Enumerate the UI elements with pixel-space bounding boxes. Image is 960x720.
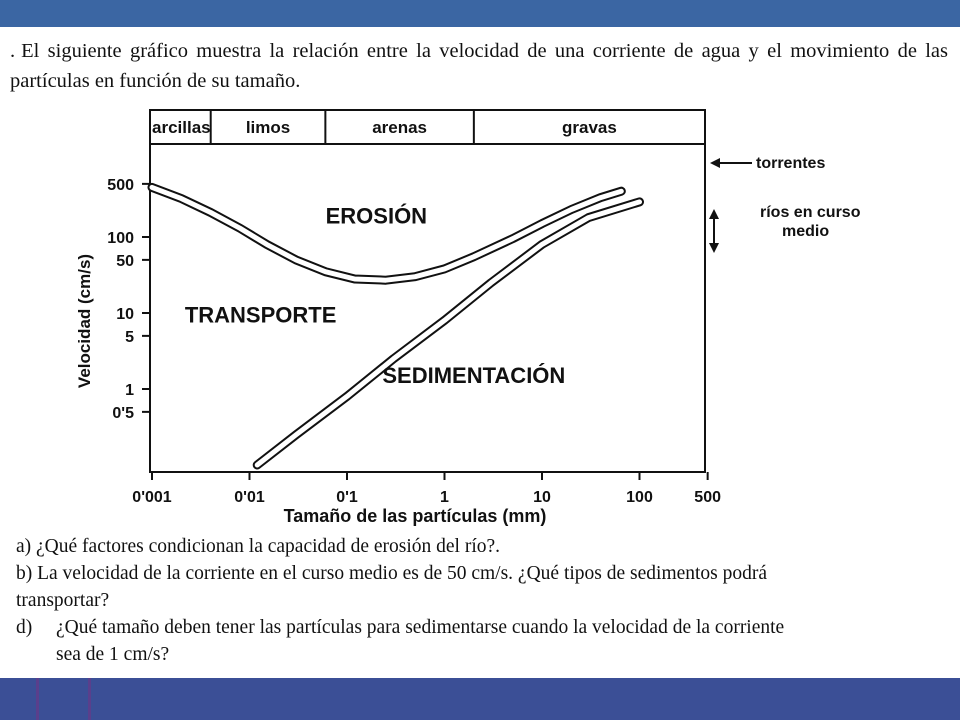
question-b-continuation: transportar? [16, 590, 110, 611]
y-tick-label: 10 [116, 306, 134, 323]
size-class-label: arenas [372, 118, 428, 137]
x-tick-label: 100 [626, 489, 653, 506]
x-tick-label: 0'001 [132, 489, 172, 506]
size-class-label: gravas [562, 118, 617, 137]
intro-text: El siguiente gráfico muestra la relación entre la velocidad de una corriente de agua y el movimiento de las partículas en función de su tamaño. [10, 40, 948, 92]
y-tick-label: 1 [125, 382, 134, 399]
bottom-stripe [36, 678, 39, 720]
y-axis-title: Velocidad (cm/s) [75, 253, 94, 389]
y-tick-label: 5 [125, 328, 134, 346]
slide-content [0, 27, 960, 678]
bottom-decorative-bar [0, 678, 960, 720]
rios-range-arrow-down [709, 243, 719, 253]
sedimentation-curve-outline [257, 202, 639, 465]
x-tick-label: 0'1 [336, 489, 358, 506]
x-axis-title: Tamaño de las partículas (mm) [283, 506, 547, 526]
x-tick-label: 10 [533, 489, 551, 506]
size-class-label: arcillas [152, 118, 211, 137]
y-tick-label: 100 [107, 230, 134, 247]
region-label: TRANSPORTE [184, 302, 337, 328]
rios-label-line2: medio [782, 223, 830, 240]
y-tick-label: 50 [116, 252, 134, 270]
question-d-continuation: sea de 1 cm/s? [56, 644, 170, 665]
torrentes-label: torrentes [756, 155, 826, 172]
x-tick-label: 0'01 [234, 489, 265, 506]
question-d-label: d) [16, 617, 33, 638]
question-d-text: ¿Qué tamaño deben tener las partículas para sedimentarse cuando la velocidad de la corriente [56, 617, 785, 638]
size-class-band [150, 110, 705, 144]
erosion-curve-inner [152, 187, 621, 280]
y-tick-label: 0'5 [112, 404, 134, 422]
question-b: b) La velocidad de la corriente en el curso medio es de 50 cm/s. ¿Qué tipos de sedimentos podrá [16, 563, 768, 584]
region-label: SEDIMENTACIÓN [382, 362, 566, 388]
bottom-stripe [88, 678, 91, 720]
rios-label-line1: ríos en curso [760, 204, 861, 221]
rios-range-arrow-up [709, 209, 719, 219]
size-class-label: limos [245, 118, 291, 137]
x-tick-label: 1 [440, 489, 449, 506]
x-tick-label: 500 [694, 489, 722, 506]
y-tick-label: 500 [107, 176, 134, 194]
torrentes-arrow-head [710, 158, 720, 168]
questions-block [16, 533, 951, 668]
question-a: a) ¿Qué factores condicionan la capacidad de erosión del río?. [16, 536, 501, 557]
question-d [16, 614, 951, 668]
region-label: EROSIÓN [325, 203, 428, 229]
erosion-curve-outline [152, 187, 621, 280]
top-decorative-bar [0, 0, 960, 27]
intro-marker: . [10, 40, 16, 62]
